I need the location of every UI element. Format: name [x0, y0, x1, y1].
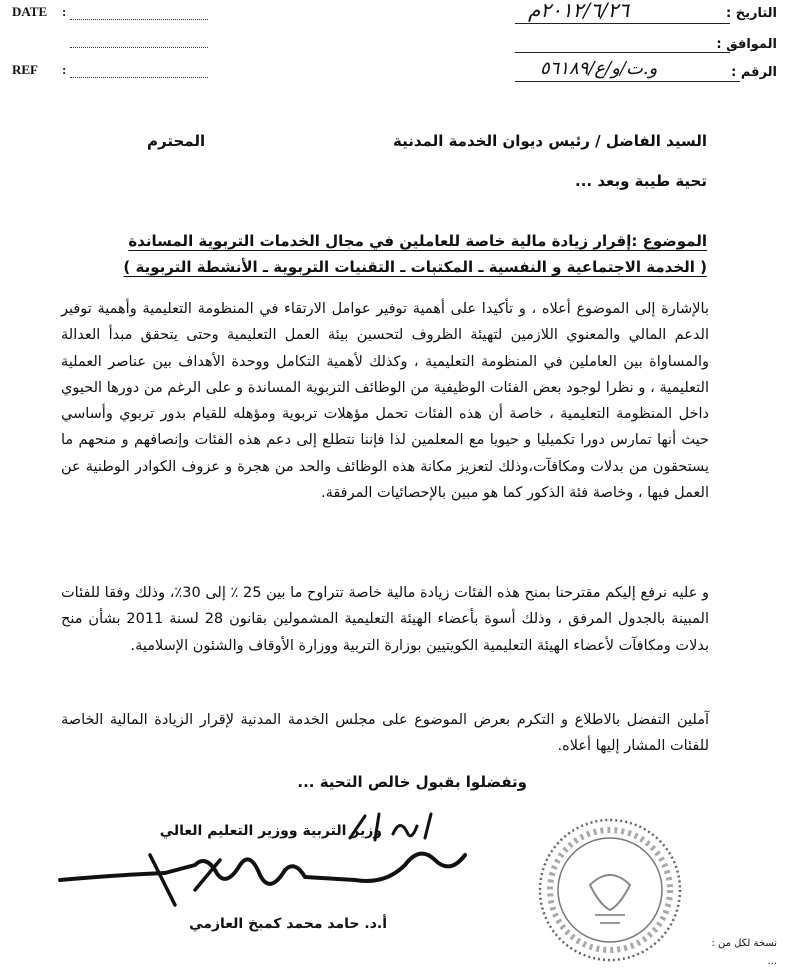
ref-colon: :: [62, 62, 67, 77]
date-ar-line: [515, 22, 730, 24]
ref-label-row: [12, 62, 67, 78]
approver-label-ar: الموافق :: [716, 37, 777, 52]
copy-to-line: ...: [767, 956, 777, 967]
date-line: [70, 18, 208, 20]
copy-to-label: نسخة لكل من :: [711, 938, 777, 949]
body-paragraph-2: و عليه نرفع إليكم مقترحنا بمنح هذه الفئات زيادة مالية خاصة تتراوح ما بين 25 ٪ إلى 30٪، وذلك وفقا للفئات المبينة بالجدول المرفق ، وذلك أسوة بأعضاء الهيئة التعليمية المشمولين بقانون 28 لسنة 2011 بشأن منح بدلات ومكافآت لأعضاء الهيئة التعليمية الكويتيين بوزارة التربية ووزارة الأوقاف والشئون الإسلامية.: [61, 585, 709, 654]
date-handwritten: ٢٠١٢/٦/٢٦م: [528, 0, 630, 22]
ref-label: REF: [12, 62, 38, 77]
date-colon: :: [62, 4, 67, 19]
addressee-salutation: السيد الفاضل / رئيس ديوان الخدمة المدنية: [393, 132, 707, 150]
ref-line: [70, 76, 208, 78]
subject-line-2: ( الخدمة الاجتماعية و النفسية ـ المكتبات ـ التقنيات التربوية ـ الأنشطة التربوية ): [123, 258, 707, 276]
ref-label-ar: الرقم :: [731, 65, 777, 80]
subject-line-1: الموضوع :إقرار زيادة مالية خاصة للعاملين في مجال الخدمات التربوية المساندة: [128, 232, 707, 250]
addressee-respected: المحترم: [147, 132, 206, 150]
date-label: DATE: [12, 4, 48, 19]
body-paragraph-1: بالإشارة إلى الموضوع أعلاه ، و تأكيدا على أهمية توفير عوامل الارتقاء في المنظومة التعليمية وأهمية توفير الدعم المالي والمعنوي اللازمين لتهيئة الظروف لتحسين بيئة العمل التعليمية وحتى يتحقق مبدأ العدالة والمساواة بين العاملين في المنظومة التعليمية ، وكذلك لأهمية التكامل ووحدة الأهداف بين عناصر العملية التعليمية ، و نظرا لوجود بعض الفئات الوظيفية من الوظائف التربوية المساندة و على الرغم من دورها الحيوي داخل المنظومة التعليمية ، خاصة أن هذه الفئات تحمل مؤهلات تربوية ومؤهله للقيام بدور تربوي وأساسي حيث أنها تمارس دورا تكميليا و حيويا مع المعلمين لذا فإننا نتطلع إلى دعم هذه الفئات وإنصافهم و منحهم ما يستحقون من بدلات ومكافآت،وذلك لتعزيز مكانة هذه الوظائف والحد من هجرة و عزوف الكوادر الوطنية عن العمل فيها ، وخاصة فئة الذكور كما هو مبين بالإحصائيات المرفقة.: [61, 301, 709, 502]
ref-ar-line: [515, 80, 740, 82]
greeting: تحية طيبة وبعد ...: [575, 172, 707, 190]
minister-name: أ.د. حامد محمد كمبخ العازمي: [189, 916, 387, 932]
addressee: [147, 132, 707, 150]
body-paragraph-3: آملين التفضل بالاطلاع و التكرم بعرض الموضوع على مجلس الخدمة المدنية لإقرار الزيادة المالية الخاصة للفئات المشار إليها أعلاه.: [61, 712, 709, 755]
date-label-ar: التاريخ :: [726, 6, 777, 21]
approver-line: [515, 51, 730, 53]
subject: [67, 228, 707, 280]
signature-scribble: [55, 835, 475, 915]
minister-title: وزير التربية ووزير التعليم العالي: [159, 823, 382, 839]
date-label-row: [12, 4, 67, 20]
closing-line: وتفضلوا بقبول خالص التحية ...: [297, 773, 527, 791]
official-seal: [535, 815, 685, 965]
ref-handwritten: و.ت/و/ع/٥٦١٨٩: [540, 58, 658, 79]
blank-line: [70, 46, 208, 48]
